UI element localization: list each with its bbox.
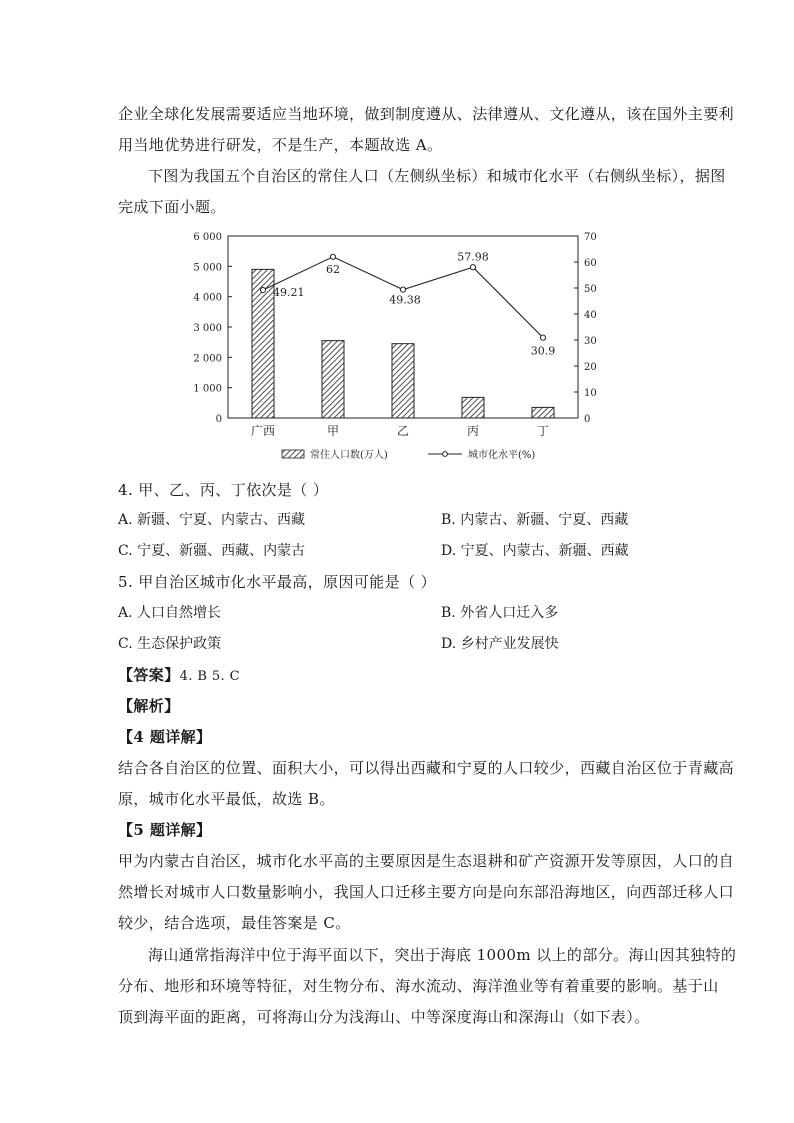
population-bar	[462, 397, 484, 418]
q5-option-a[interactable]: A. 人口自然增长	[118, 605, 222, 621]
urbanization-point	[330, 254, 335, 259]
paragraph-line: 较少，结合选项，最佳答案是 C。	[118, 914, 351, 932]
legend-bar-label: 常住人口数(万人)	[310, 450, 388, 461]
left-tick-label: 1 000	[193, 383, 222, 395]
paragraph-line: 海山通常指海洋中位于海平面以下，突出于海底 1000m 以上的部分。海山因其独特的	[148, 946, 737, 964]
question-5-stem: 5. 甲自治区城市化水平最高，原因可能是（ ）	[118, 573, 437, 591]
population-bar	[322, 341, 344, 418]
answer-text: 4. B 5. C	[179, 669, 240, 684]
right-tick-label: 20	[584, 362, 597, 373]
urbanization-data-label: 57.98	[457, 250, 489, 264]
question-4-stem: 4. 甲、乙、丙、丁依次是（ ）	[118, 481, 329, 499]
category-label: 广西	[250, 424, 276, 438]
population-bar	[392, 344, 414, 418]
paragraph-line: 企业全球化发展需要适应当地环境，做到制度遵从、法律遵从、文化遵从，该在国外主要利	[118, 105, 735, 123]
chart-svg	[190, 222, 610, 472]
q5-option-d[interactable]: D. 乡村产业发展快	[441, 636, 559, 652]
left-tick-label: 0	[215, 414, 222, 425]
right-tick-label: 30	[584, 336, 597, 347]
q4-option-d[interactable]: D. 宁夏、内蒙古、新疆、西藏	[441, 543, 629, 559]
paragraph-line: 完成下面小题。	[118, 198, 226, 216]
urbanization-point	[260, 287, 265, 292]
paragraph-line: 甲为内蒙古自治区，城市化水平高的主要原因是生态退耕和矿产资源开发等原因，人口的自	[118, 852, 735, 870]
legend-bar-swatch	[282, 450, 304, 458]
paragraph-line: 然增长对城市人口数量影响小，我国人口迁移主要方向是向东部沿海地区，向西部迁移人口	[118, 883, 735, 901]
category-label: 丁	[536, 424, 550, 438]
population-urbanization-chart	[190, 222, 610, 472]
left-tick-label: 4 000	[193, 292, 222, 304]
urbanization-point	[470, 265, 475, 270]
left-tick-label: 6 000	[193, 232, 222, 243]
analysis-label: 【解析】	[118, 697, 180, 715]
right-tick-label: 40	[584, 310, 597, 321]
paragraph-line: 用当地优势进行研发，不是生产，本题故选 A。	[118, 136, 443, 154]
urbanization-data-label: 30.9	[530, 344, 556, 358]
urbanization-data-label: 62	[326, 262, 340, 276]
answer-row	[118, 665, 240, 687]
category-label: 甲	[326, 424, 340, 438]
left-tick-label: 5 000	[193, 262, 222, 274]
q5-analysis-label: 【5 题详解】	[118, 821, 212, 839]
right-tick-label: 70	[584, 232, 597, 243]
q4-option-b[interactable]: B. 内蒙古、新疆、宁夏、西藏	[441, 512, 629, 528]
paragraph-line: 下图为我国五个自治区的常住人口（左侧纵坐标）和城市化水平（右侧纵坐标），据图	[148, 167, 726, 185]
category-label: 丙	[466, 424, 480, 438]
right-tick-label: 60	[584, 258, 597, 269]
paragraph-line: 原，城市化水平最低，故选 B。	[118, 790, 335, 808]
category-label: 乙	[396, 424, 410, 438]
q5-option-c[interactable]: C. 生态保护政策	[118, 636, 222, 652]
legend-line-marker	[443, 452, 448, 457]
urbanization-point	[540, 335, 545, 340]
left-tick-label: 3 000	[193, 323, 222, 334]
urbanization-data-label: 49.38	[389, 293, 421, 307]
urbanization-point	[400, 287, 405, 292]
right-tick-label: 10	[584, 388, 597, 399]
population-bar	[532, 407, 554, 418]
right-tick-label: 0	[584, 414, 591, 425]
q4-option-c[interactable]: C. 宁夏、新疆、西藏、内蒙古	[118, 543, 306, 559]
q4-option-a[interactable]: A. 新疆、宁夏、内蒙古、西藏	[118, 512, 306, 528]
answer-label: 【答案】	[118, 666, 180, 684]
right-tick-label: 50	[584, 284, 597, 295]
paragraph-line: 顶到海平面的距离，可将海山分为浅海山、中等深度海山和深海山（如下表）。	[118, 1008, 650, 1026]
paragraph-line: 结合各自治区的位置、面积大小，可以得出西藏和宁夏的人口较少，西藏自治区位于青藏高	[118, 759, 735, 777]
left-tick-label: 2 000	[193, 353, 222, 365]
q4-analysis-label: 【4 题详解】	[118, 728, 212, 746]
legend-line-label: 城市化水平(%)	[468, 450, 536, 461]
urbanization-data-label: 49.21	[273, 286, 305, 300]
q5-option-b[interactable]: B. 外省人口迁入多	[441, 605, 559, 621]
paragraph-line: 分布、地形和环境等特征，对生物分布、海水流动、海洋渔业等有着重要的影响。基于山	[118, 977, 719, 995]
